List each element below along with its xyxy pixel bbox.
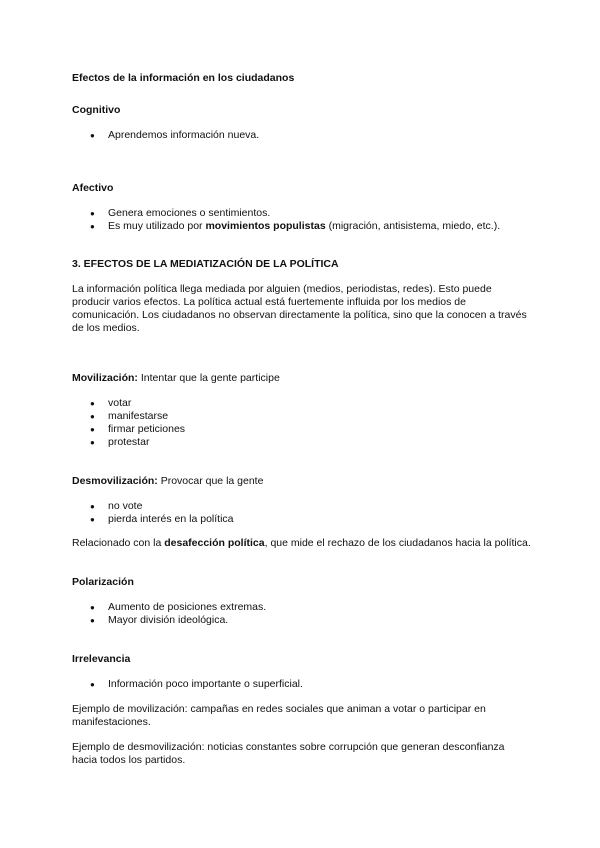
example-movilizacion: Ejemplo de movilización: campañas en redes sociales que animan a votar o participar en manifestaciones.	[72, 703, 486, 728]
bold-term: desafección política	[164, 537, 265, 549]
movilizacion-list	[90, 397, 185, 449]
section-3-paragraph: La información política llega mediada por alguien (medios, periodistas, redes). Esto puede producir varios efectos. La política actual está fuertemente influida por los medios de comunicación. Los ciudadanos no observan directamente la política, sino que la conocen a través de los medios.	[72, 283, 527, 334]
movilizacion-line	[72, 372, 280, 385]
afectivo-heading: Afectivo	[72, 182, 114, 194]
list-item: ● Genera emociones o sentimientos.	[90, 207, 500, 220]
desmovilizacion-text: Provocar que la gente	[157, 475, 264, 487]
desmovilizacion-line	[72, 475, 263, 488]
bold-term: movimientos populistas	[205, 220, 326, 232]
cognitivo-list	[90, 129, 259, 142]
movilizacion-text: Intentar que la gente participe	[137, 372, 280, 384]
desafeccion-paragraph	[72, 537, 532, 550]
paragraph-text: Relacionado con la	[72, 537, 165, 549]
list-item: ● firmar peticiones	[90, 423, 185, 436]
irrelevancia-heading: Irrelevancia	[72, 653, 131, 665]
desmovilizacion-list	[90, 500, 234, 526]
example-desmovilizacion: Ejemplo de desmovilización: noticias constantes sobre corrupción que generan desconfianza hacia todos los partidos.	[72, 741, 505, 766]
list-item: ● Aprendemos información nueva.	[90, 129, 259, 142]
movilizacion-label: Movilización:	[72, 372, 138, 384]
list-item: ● votar	[90, 397, 185, 410]
list-item-text: (migración, antisistema, miedo, etc.).	[325, 220, 501, 232]
list-item: ● no vote	[90, 500, 234, 513]
list-item-text: Es muy utilizado por	[108, 220, 206, 232]
list-item: ● Mayor división ideológica.	[90, 614, 266, 627]
list-item: ● manifestarse	[90, 410, 185, 423]
list-item: ● protestar	[90, 436, 185, 449]
polarizacion-heading: Polarización	[72, 576, 134, 588]
afectivo-list	[90, 207, 500, 233]
cognitivo-heading: Cognitivo	[72, 104, 121, 116]
list-item	[90, 220, 500, 233]
list-item: ● pierda interés en la política	[90, 513, 234, 526]
irrelevancia-list	[90, 678, 303, 691]
polarizacion-list	[90, 601, 266, 627]
list-item: ● Aumento de posiciones extremas.	[90, 601, 266, 614]
paragraph-text: , que mide el rechazo de los ciudadanos hacia la política.	[264, 537, 531, 549]
section-3-heading: 3. EFECTOS DE LA MEDIATIZACIÓN DE LA POLÍTICA	[72, 258, 339, 270]
list-item: ● Información poco importante o superficial.	[90, 678, 303, 691]
desmovilizacion-label: Desmovilización:	[72, 475, 158, 487]
document-title: Efectos de la información en los ciudadanos	[72, 72, 295, 84]
